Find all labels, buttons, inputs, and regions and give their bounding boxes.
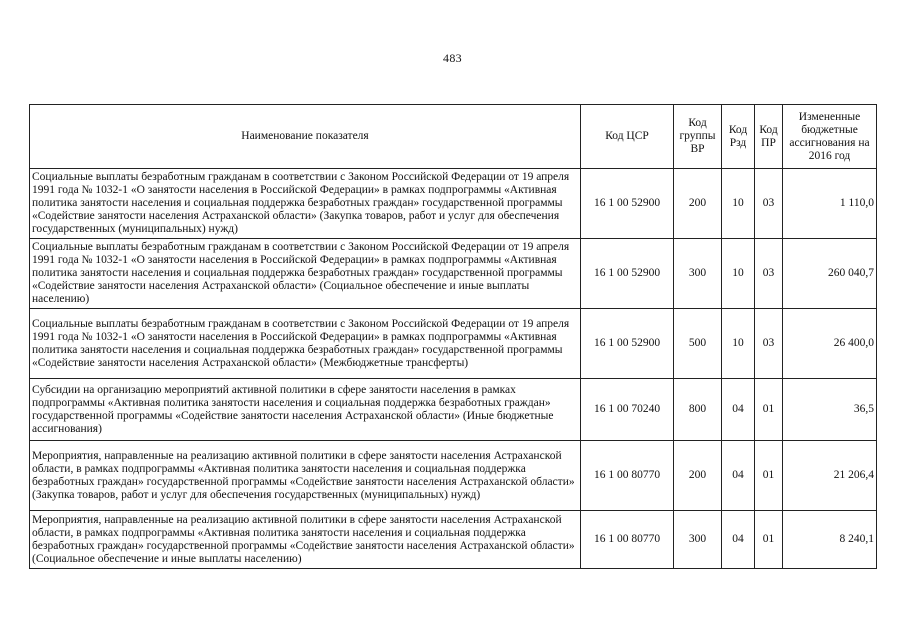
cell-pr: 03 — [755, 169, 783, 239]
cell-name: Социальные выплаты безработным гражданам в соответствии с Законом Российской Федерации от 19 апреля 1991 года № 1032-1 «О занятости населения в Российской Федерации» в рамках подпрограммы «Активная политика занятости населения и социальная поддержка безработных граждан» государственной программы «Содействие занятости населения Астраханской области» (Закупка товаров, работ и услуг для обеспечения государственных (муниципальных) нужд) — [30, 169, 581, 239]
cell-rzd: 04 — [722, 511, 755, 569]
table-row — [30, 511, 877, 569]
table-row — [30, 169, 877, 239]
budget-table — [29, 104, 877, 569]
cell-sum: 8 240,1 — [783, 511, 877, 569]
header-pr: Код ПР — [755, 105, 783, 169]
cell-sum: 1 110,0 — [783, 169, 877, 239]
cell-vr: 500 — [674, 309, 722, 379]
cell-name: Мероприятия, направленные на реализацию активной политики в сфере занятости населения Астраханской области, в рамках подпрограммы «Активная политика занятости населения и социальная поддержка безработных граждан» государственной программы «Содействие занятости населения Астраханской области» (Социальное обеспечение и иные выплаты населению) — [30, 511, 581, 569]
cell-sum: 26 400,0 — [783, 309, 877, 379]
cell-vr: 200 — [674, 441, 722, 511]
cell-rzd: 04 — [722, 441, 755, 511]
header-name: Наименование показателя — [30, 105, 581, 169]
cell-csr: 16 1 00 52900 — [581, 169, 674, 239]
table-row — [30, 239, 877, 309]
cell-vr: 300 — [674, 511, 722, 569]
cell-csr: 16 1 00 80770 — [581, 511, 674, 569]
page-number: 483 — [443, 51, 462, 65]
cell-pr: 03 — [755, 239, 783, 309]
header-rzd: Код Рзд — [722, 105, 755, 169]
cell-csr: 16 1 00 80770 — [581, 441, 674, 511]
cell-pr: 03 — [755, 309, 783, 379]
cell-vr: 800 — [674, 379, 722, 441]
cell-pr: 01 — [755, 379, 783, 441]
table-row — [30, 379, 877, 441]
cell-sum: 260 040,7 — [783, 239, 877, 309]
table-row — [30, 441, 877, 511]
cell-rzd: 10 — [722, 239, 755, 309]
cell-vr: 300 — [674, 239, 722, 309]
cell-vr: 200 — [674, 169, 722, 239]
cell-name: Социальные выплаты безработным гражданам в соответствии с Законом Российской Федерации от 19 апреля 1991 года № 1032-1 «О занятости населения в Российской Федерации» в рамках подпрограммы «Активная политика занятости населения и социальная поддержка безработных граждан» государственной программы «Содействие занятости населения Астраханской области» (Межбюджетные трансферты) — [30, 309, 581, 379]
header-vr: Код группы ВР — [674, 105, 722, 169]
cell-csr: 16 1 00 70240 — [581, 379, 674, 441]
cell-sum: 21 206,4 — [783, 441, 877, 511]
cell-rzd: 04 — [722, 379, 755, 441]
cell-csr: 16 1 00 52900 — [581, 309, 674, 379]
cell-rzd: 10 — [722, 169, 755, 239]
header-csr: Код ЦСР — [581, 105, 674, 169]
cell-name: Мероприятия, направленные на реализацию активной политики в сфере занятости населения Астраханской области, в рамках подпрограммы «Активная политика занятости населения и социальная поддержка безработных граждан» государственной программы «Содействие занятости населения Астраханской области» (Закупка товаров, работ и услуг для обеспечения государственных (муниципальных) нужд) — [30, 441, 581, 511]
table-row — [30, 309, 877, 379]
header-sum: Измененные бюджетные ассигнования на 2016 год — [783, 105, 877, 169]
cell-sum: 36,5 — [783, 379, 877, 441]
cell-pr: 01 — [755, 511, 783, 569]
cell-rzd: 10 — [722, 309, 755, 379]
cell-name: Социальные выплаты безработным гражданам в соответствии с Законом Российской Федерации от 19 апреля 1991 года № 1032-1 «О занятости населения в Российской Федерации» в рамках подпрограммы «Активная политика занятости населения и социальная поддержка безработных граждан» государственной программы «Содействие занятости населения Астраханской области» (Социальное обеспечение и иные выплаты населению) — [30, 239, 581, 309]
cell-name: Субсидии на организацию мероприятий активной политики в сфере занятости населения в рамках подпрограммы «Активная политика занятости населения и социальная поддержка безработных граждан» государственной программы «Содействие занятости населения Астраханской области» (Иные бюджетные ассигнования) — [30, 379, 581, 441]
cell-csr: 16 1 00 52900 — [581, 239, 674, 309]
cell-pr: 01 — [755, 441, 783, 511]
table-header-row — [30, 105, 877, 169]
